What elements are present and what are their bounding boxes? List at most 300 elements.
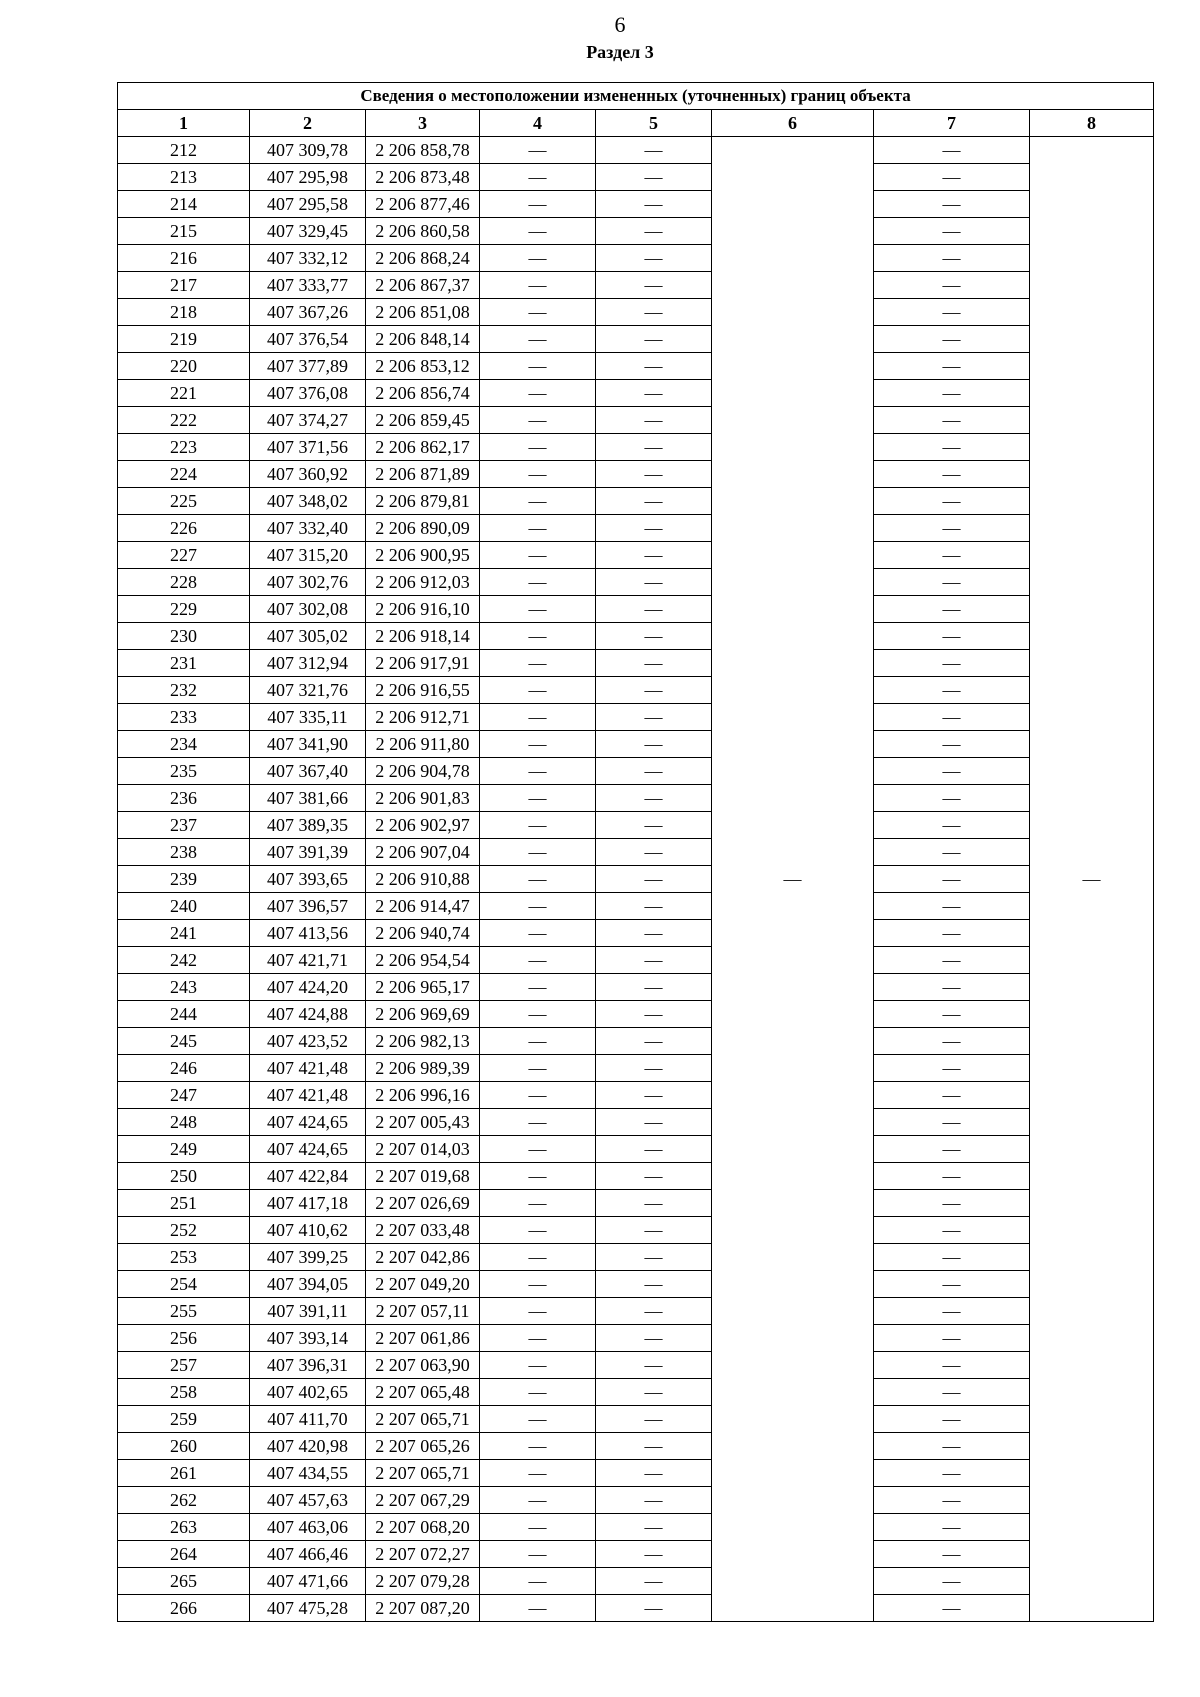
coordinate-y: 2 207 079,28: [366, 1568, 480, 1595]
table-row: [118, 1325, 1154, 1352]
column-5-dash: —: [596, 1325, 712, 1352]
column-7-dash: —: [874, 164, 1030, 191]
point-number: 246: [118, 1055, 250, 1082]
point-number: 247: [118, 1082, 250, 1109]
column-5-dash: —: [596, 1406, 712, 1433]
coordinate-x: 407 421,71: [250, 947, 366, 974]
table-row: [118, 1028, 1154, 1055]
coordinate-x: 407 332,12: [250, 245, 366, 272]
column-7-dash: —: [874, 1001, 1030, 1028]
table-row: [118, 785, 1154, 812]
column-4-dash: —: [480, 299, 596, 326]
coordinate-x: 407 302,76: [250, 569, 366, 596]
column-header: 4: [480, 110, 596, 137]
coordinate-x: 407 424,88: [250, 1001, 366, 1028]
column-5-dash: —: [596, 758, 712, 785]
column-4-dash: —: [480, 218, 596, 245]
point-number: 225: [118, 488, 250, 515]
column-4-dash: —: [480, 1136, 596, 1163]
column-4-dash: —: [480, 1109, 596, 1136]
column-5-dash: —: [596, 1460, 712, 1487]
column-4-dash: —: [480, 1514, 596, 1541]
coordinate-x: 407 360,92: [250, 461, 366, 488]
column-7-dash: —: [874, 245, 1030, 272]
coordinate-y: 2 207 065,48: [366, 1379, 480, 1406]
table-row: [118, 353, 1154, 380]
column-4-dash: —: [480, 1541, 596, 1568]
column-4-dash: —: [480, 137, 596, 164]
column-5-dash: —: [596, 1541, 712, 1568]
column-5-dash: —: [596, 1379, 712, 1406]
coordinate-y: 2 206 914,47: [366, 893, 480, 920]
column-header: 3: [366, 110, 480, 137]
coordinate-y: 2 206 877,46: [366, 191, 480, 218]
coordinate-y: 2 206 856,74: [366, 380, 480, 407]
point-number: 255: [118, 1298, 250, 1325]
column-4-dash: —: [480, 758, 596, 785]
coordinate-x: 407 457,63: [250, 1487, 366, 1514]
column-5-dash: —: [596, 1298, 712, 1325]
point-number: 251: [118, 1190, 250, 1217]
coordinate-x: 407 391,39: [250, 839, 366, 866]
coordinate-x: 407 420,98: [250, 1433, 366, 1460]
point-number: 242: [118, 947, 250, 974]
coordinate-y: 2 206 912,71: [366, 704, 480, 731]
column-7-dash: —: [874, 1217, 1030, 1244]
coordinate-y: 2 207 087,20: [366, 1595, 480, 1622]
point-number: 229: [118, 596, 250, 623]
column-7-dash: —: [874, 1541, 1030, 1568]
point-number: 257: [118, 1352, 250, 1379]
point-number: 233: [118, 704, 250, 731]
coordinate-x: 407 376,08: [250, 380, 366, 407]
column-header: 1: [118, 110, 250, 137]
table-row: [118, 1055, 1154, 1082]
table-row: [118, 650, 1154, 677]
column-header-row: [118, 110, 1154, 137]
column-5-dash: —: [596, 137, 712, 164]
column-5-dash: —: [596, 1568, 712, 1595]
column-header: 7: [874, 110, 1030, 137]
coordinate-x: 407 315,20: [250, 542, 366, 569]
column-7-dash: —: [874, 623, 1030, 650]
coordinate-y: 2 206 989,39: [366, 1055, 480, 1082]
column-7-dash: —: [874, 326, 1030, 353]
point-number: 221: [118, 380, 250, 407]
column-4-dash: —: [480, 1298, 596, 1325]
point-number: 222: [118, 407, 250, 434]
column-7-dash: —: [874, 1163, 1030, 1190]
column-7-dash: —: [874, 1136, 1030, 1163]
column-4-dash: —: [480, 515, 596, 542]
column-4-dash: —: [480, 407, 596, 434]
column-7-dash: —: [874, 1379, 1030, 1406]
column-7-dash: —: [874, 1487, 1030, 1514]
column-5-dash: —: [596, 488, 712, 515]
column-5-dash: —: [596, 1136, 712, 1163]
coordinate-y: 2 207 019,68: [366, 1163, 480, 1190]
point-number: 237: [118, 812, 250, 839]
table-row: [118, 1541, 1154, 1568]
column-7-dash: —: [874, 650, 1030, 677]
column-5-dash: —: [596, 353, 712, 380]
column-5-dash: —: [596, 542, 712, 569]
column-4-dash: —: [480, 1001, 596, 1028]
table-row: [118, 1271, 1154, 1298]
coordinate-x: 407 396,31: [250, 1352, 366, 1379]
table-row: [118, 1406, 1154, 1433]
coordinate-y: 2 206 969,69: [366, 1001, 480, 1028]
coordinate-y: 2 206 910,88: [366, 866, 480, 893]
coordinate-y: 2 207 026,69: [366, 1190, 480, 1217]
coordinate-y: 2 207 065,71: [366, 1406, 480, 1433]
table-caption: Сведения о местоположении измененных (уточненных) границ объекта: [118, 83, 1154, 110]
column-4-dash: —: [480, 164, 596, 191]
table-row: [118, 1082, 1154, 1109]
column-4-dash: —: [480, 920, 596, 947]
column-4-dash: —: [480, 1244, 596, 1271]
column-4-dash: —: [480, 488, 596, 515]
boundary-coordinates-table: [117, 82, 1154, 1622]
column-7-dash: —: [874, 839, 1030, 866]
coordinate-y: 2 206 901,83: [366, 785, 480, 812]
coordinate-y: 2 206 907,04: [366, 839, 480, 866]
column-5-dash: —: [596, 731, 712, 758]
table-row: [118, 623, 1154, 650]
point-number: 249: [118, 1136, 250, 1163]
table-row: [118, 974, 1154, 1001]
column-5-dash: —: [596, 1244, 712, 1271]
point-number: 264: [118, 1541, 250, 1568]
table-row: [118, 1001, 1154, 1028]
table-row: [118, 1136, 1154, 1163]
column-5-dash: —: [596, 569, 712, 596]
point-number: 218: [118, 299, 250, 326]
table-row: [118, 191, 1154, 218]
coordinate-x: 407 335,11: [250, 704, 366, 731]
column-4-dash: —: [480, 1271, 596, 1298]
column-7-dash: —: [874, 191, 1030, 218]
column-7-dash: —: [874, 812, 1030, 839]
point-number: 256: [118, 1325, 250, 1352]
column-8-merged: —: [1030, 137, 1154, 1622]
table-row: [118, 1568, 1154, 1595]
coordinate-x: 407 417,18: [250, 1190, 366, 1217]
column-5-dash: —: [596, 1055, 712, 1082]
column-7-dash: —: [874, 542, 1030, 569]
column-5-dash: —: [596, 1190, 712, 1217]
coordinate-x: 407 312,94: [250, 650, 366, 677]
table-row: [118, 1514, 1154, 1541]
coordinate-x: 407 305,02: [250, 623, 366, 650]
column-7-dash: —: [874, 920, 1030, 947]
point-number: 223: [118, 434, 250, 461]
column-7-dash: —: [874, 731, 1030, 758]
column-5-dash: —: [596, 515, 712, 542]
table-row: [118, 326, 1154, 353]
coordinate-x: 407 341,90: [250, 731, 366, 758]
coordinate-x: 407 410,62: [250, 1217, 366, 1244]
point-number: 261: [118, 1460, 250, 1487]
point-number: 248: [118, 1109, 250, 1136]
column-4-dash: —: [480, 866, 596, 893]
column-4-dash: —: [480, 1082, 596, 1109]
table-row: [118, 1595, 1154, 1622]
coordinate-y: 2 206 918,14: [366, 623, 480, 650]
column-7-dash: —: [874, 1055, 1030, 1082]
column-4-dash: —: [480, 1406, 596, 1433]
column-4-dash: —: [480, 839, 596, 866]
column-4-dash: —: [480, 1487, 596, 1514]
column-7-dash: —: [874, 272, 1030, 299]
column-4-dash: —: [480, 974, 596, 1001]
coordinate-x: 407 367,40: [250, 758, 366, 785]
column-5-dash: —: [596, 893, 712, 920]
coordinate-y: 2 206 911,80: [366, 731, 480, 758]
column-7-dash: —: [874, 353, 1030, 380]
point-number: 265: [118, 1568, 250, 1595]
coordinate-y: 2 207 061,86: [366, 1325, 480, 1352]
column-7-dash: —: [874, 1190, 1030, 1217]
coordinate-x: 407 329,45: [250, 218, 366, 245]
column-5-dash: —: [596, 326, 712, 353]
coordinate-y: 2 206 900,95: [366, 542, 480, 569]
column-7-dash: —: [874, 1028, 1030, 1055]
point-number: 243: [118, 974, 250, 1001]
table-row: [118, 596, 1154, 623]
coordinate-y: 2 207 033,48: [366, 1217, 480, 1244]
column-4-dash: —: [480, 1163, 596, 1190]
column-4-dash: —: [480, 191, 596, 218]
coordinate-x: 407 399,25: [250, 1244, 366, 1271]
column-7-dash: —: [874, 1460, 1030, 1487]
table-row: [118, 218, 1154, 245]
point-number: 266: [118, 1595, 250, 1622]
coordinate-y: 2 206 890,09: [366, 515, 480, 542]
coordinate-y: 2 206 965,17: [366, 974, 480, 1001]
table-caption-row: [118, 83, 1154, 110]
coordinate-x: 407 424,65: [250, 1136, 366, 1163]
column-4-dash: —: [480, 893, 596, 920]
coordinate-x: 407 434,55: [250, 1460, 366, 1487]
column-4-dash: —: [480, 812, 596, 839]
column-7-dash: —: [874, 1568, 1030, 1595]
column-7-dash: —: [874, 1514, 1030, 1541]
coordinate-x: 407 391,11: [250, 1298, 366, 1325]
coordinate-y: 2 206 862,17: [366, 434, 480, 461]
column-7-dash: —: [874, 218, 1030, 245]
column-5-dash: —: [596, 191, 712, 218]
table-row: [118, 1379, 1154, 1406]
column-5-dash: —: [596, 1271, 712, 1298]
coordinate-x: 407 393,65: [250, 866, 366, 893]
table-row: [118, 1298, 1154, 1325]
table-row: [118, 461, 1154, 488]
coordinate-y: 2 207 014,03: [366, 1136, 480, 1163]
coordinate-x: 407 394,05: [250, 1271, 366, 1298]
column-4-dash: —: [480, 1190, 596, 1217]
point-number: 263: [118, 1514, 250, 1541]
point-number: 241: [118, 920, 250, 947]
coordinate-x: 407 413,56: [250, 920, 366, 947]
point-number: 220: [118, 353, 250, 380]
column-5-dash: —: [596, 1595, 712, 1622]
coordinate-y: 2 206 853,12: [366, 353, 480, 380]
point-number: 227: [118, 542, 250, 569]
table-row: [118, 1433, 1154, 1460]
coordinate-y: 2 206 916,10: [366, 596, 480, 623]
column-7-dash: —: [874, 1271, 1030, 1298]
table-row: [118, 704, 1154, 731]
table-row: [118, 1487, 1154, 1514]
table-row: [118, 542, 1154, 569]
column-7-dash: —: [874, 515, 1030, 542]
point-number: 217: [118, 272, 250, 299]
coordinate-x: 407 424,20: [250, 974, 366, 1001]
point-number: 235: [118, 758, 250, 785]
coordinate-y: 2 206 871,89: [366, 461, 480, 488]
coordinate-y: 2 206 912,03: [366, 569, 480, 596]
coordinate-x: 407 295,98: [250, 164, 366, 191]
column-4-dash: —: [480, 677, 596, 704]
coordinate-x: 407 377,89: [250, 353, 366, 380]
point-number: 213: [118, 164, 250, 191]
point-number: 224: [118, 461, 250, 488]
column-5-dash: —: [596, 1109, 712, 1136]
column-4-dash: —: [480, 326, 596, 353]
coordinate-y: 2 206 859,45: [366, 407, 480, 434]
column-4-dash: —: [480, 1217, 596, 1244]
table-row: [118, 839, 1154, 866]
column-7-dash: —: [874, 866, 1030, 893]
point-number: 254: [118, 1271, 250, 1298]
column-7-dash: —: [874, 893, 1030, 920]
column-5-dash: —: [596, 650, 712, 677]
column-5-dash: —: [596, 1352, 712, 1379]
table-row: [118, 920, 1154, 947]
column-7-dash: —: [874, 596, 1030, 623]
section-title: Раздел 3: [586, 42, 654, 62]
column-7-dash: —: [874, 1406, 1030, 1433]
coordinate-x: 407 371,56: [250, 434, 366, 461]
coordinate-y: 2 207 067,29: [366, 1487, 480, 1514]
column-7-dash: —: [874, 974, 1030, 1001]
column-5-dash: —: [596, 623, 712, 650]
column-7-dash: —: [874, 758, 1030, 785]
coordinate-y: 2 206 916,55: [366, 677, 480, 704]
column-4-dash: —: [480, 731, 596, 758]
coordinate-x: 407 393,14: [250, 1325, 366, 1352]
coordinate-y: 2 206 917,91: [366, 650, 480, 677]
column-5-dash: —: [596, 812, 712, 839]
column-4-dash: —: [480, 1028, 596, 1055]
table-row: [118, 380, 1154, 407]
column-7-dash: —: [874, 1352, 1030, 1379]
column-7-dash: —: [874, 1109, 1030, 1136]
table-row: [118, 893, 1154, 920]
column-4-dash: —: [480, 272, 596, 299]
coordinate-x: 407 422,84: [250, 1163, 366, 1190]
point-number: 214: [118, 191, 250, 218]
coordinate-y: 2 207 049,20: [366, 1271, 480, 1298]
coordinate-x: 407 333,77: [250, 272, 366, 299]
column-5-dash: —: [596, 704, 712, 731]
coordinate-y: 2 206 848,14: [366, 326, 480, 353]
column-4-dash: —: [480, 1055, 596, 1082]
column-5-dash: —: [596, 1163, 712, 1190]
column-5-dash: —: [596, 947, 712, 974]
point-number: 231: [118, 650, 250, 677]
point-number: 250: [118, 1163, 250, 1190]
coordinate-x: 407 411,70: [250, 1406, 366, 1433]
coordinate-x: 407 424,65: [250, 1109, 366, 1136]
column-4-dash: —: [480, 380, 596, 407]
table-row: [118, 569, 1154, 596]
column-7-dash: —: [874, 407, 1030, 434]
column-4-dash: —: [480, 947, 596, 974]
column-7-dash: —: [874, 704, 1030, 731]
column-header: 8: [1030, 110, 1154, 137]
column-7-dash: —: [874, 1595, 1030, 1622]
column-5-dash: —: [596, 1082, 712, 1109]
coordinate-x: 407 423,52: [250, 1028, 366, 1055]
column-7-dash: —: [874, 1433, 1030, 1460]
column-7-dash: —: [874, 1244, 1030, 1271]
coordinate-x: 407 402,65: [250, 1379, 366, 1406]
coordinate-x: 407 463,06: [250, 1514, 366, 1541]
coordinate-y: 2 206 851,08: [366, 299, 480, 326]
coordinate-y: 2 206 879,81: [366, 488, 480, 515]
column-5-dash: —: [596, 920, 712, 947]
coordinate-y: 2 207 068,20: [366, 1514, 480, 1541]
column-5-dash: —: [596, 839, 712, 866]
point-number: 259: [118, 1406, 250, 1433]
table-row: [118, 812, 1154, 839]
column-4-dash: —: [480, 434, 596, 461]
table-row: [118, 407, 1154, 434]
table-row: [118, 731, 1154, 758]
coordinate-y: 2 206 996,16: [366, 1082, 480, 1109]
coordinate-y: 2 206 868,24: [366, 245, 480, 272]
column-4-dash: —: [480, 245, 596, 272]
coordinate-x: 407 302,08: [250, 596, 366, 623]
point-number: 228: [118, 569, 250, 596]
column-4-dash: —: [480, 569, 596, 596]
table-row: [118, 164, 1154, 191]
column-4-dash: —: [480, 1460, 596, 1487]
point-number: 239: [118, 866, 250, 893]
table-body: [118, 137, 1154, 1622]
column-4-dash: —: [480, 623, 596, 650]
point-number: 216: [118, 245, 250, 272]
column-7-dash: —: [874, 434, 1030, 461]
table-row: [118, 299, 1154, 326]
coordinate-y: 2 207 057,11: [366, 1298, 480, 1325]
column-5-dash: —: [596, 596, 712, 623]
point-number: 215: [118, 218, 250, 245]
coordinate-y: 2 206 904,78: [366, 758, 480, 785]
column-5-dash: —: [596, 299, 712, 326]
column-7-dash: —: [874, 947, 1030, 974]
column-5-dash: —: [596, 434, 712, 461]
coordinate-x: 407 466,46: [250, 1541, 366, 1568]
coordinate-x: 407 381,66: [250, 785, 366, 812]
point-number: 226: [118, 515, 250, 542]
column-4-dash: —: [480, 1352, 596, 1379]
coordinate-x: 407 421,48: [250, 1055, 366, 1082]
point-number: 236: [118, 785, 250, 812]
column-header: 6: [712, 110, 874, 137]
